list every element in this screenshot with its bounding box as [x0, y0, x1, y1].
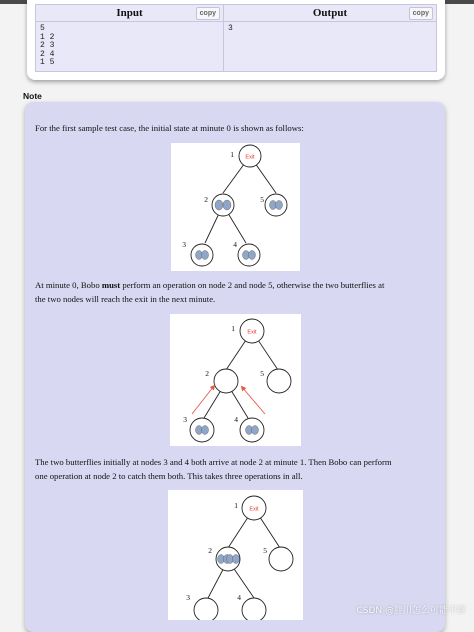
note-paragraph-2: At minute 0, Bobo must perform an operation on node 2 and node 5, otherwise the two butterflies at the two nodes will reach the exit in the next minute. — [35, 280, 385, 304]
butterfly-icon — [196, 426, 259, 435]
output-text[interactable]: 3 — [228, 24, 233, 33]
svg-text:1: 1 — [234, 501, 238, 510]
svg-text:2: 2 — [208, 546, 212, 555]
copy-input-button[interactable]: copy — [196, 7, 220, 20]
svg-text:5: 5 — [260, 369, 264, 378]
svg-text:4: 4 — [233, 240, 237, 249]
tree-figure-minute1 — [168, 490, 303, 620]
sample-table — [35, 4, 437, 72]
input-header-label: Input — [116, 7, 143, 19]
output-header-label: Output — [312, 7, 348, 19]
note-paragraph-1: For the first sample test case, the initial state at minute 0 is shown as follows: — [35, 123, 304, 133]
svg-text:2: 2 — [204, 195, 208, 204]
output-header — [224, 5, 436, 22]
svg-text:4: 4 — [234, 415, 238, 424]
note-paragraph-3: The two butterflies initially at nodes 3 and 4 both arrive at node 2 at minute 1. Then Bobo can perform one operation at node 2 to catch them both. This takes three operations in all. — [35, 457, 392, 481]
svg-text:3: 3 — [186, 593, 190, 602]
svg-text:2: 2 — [205, 369, 209, 378]
svg-text:5: 5 — [263, 546, 267, 555]
csdn-watermark: CSDN @胖川怎么可能不胖 — [356, 606, 466, 616]
note-title: Note — [23, 91, 42, 101]
tree-figure-initial — [171, 143, 300, 271]
svg-text:1: 1 — [230, 150, 234, 159]
output-column — [224, 5, 436, 71]
input-column — [36, 5, 224, 71]
svg-text:3: 3 — [182, 240, 186, 249]
svg-text:3: 3 — [183, 415, 187, 424]
input-header — [36, 5, 223, 22]
copy-output-button[interactable]: copy — [409, 7, 433, 20]
svg-text:1: 1 — [231, 324, 235, 333]
svg-text:5: 5 — [260, 195, 264, 204]
sample-test-card — [27, 0, 445, 80]
svg-text:4: 4 — [237, 593, 241, 602]
butterfly-icon — [218, 555, 240, 564]
svg-text:Exit: Exit — [249, 506, 259, 513]
input-text[interactable]: 5 1 2 2 3 2 4 1 5 — [40, 24, 55, 67]
tree-figure-minute0 — [170, 314, 301, 446]
exit-label: Exit — [245, 154, 255, 161]
svg-text:Exit: Exit — [247, 329, 257, 336]
